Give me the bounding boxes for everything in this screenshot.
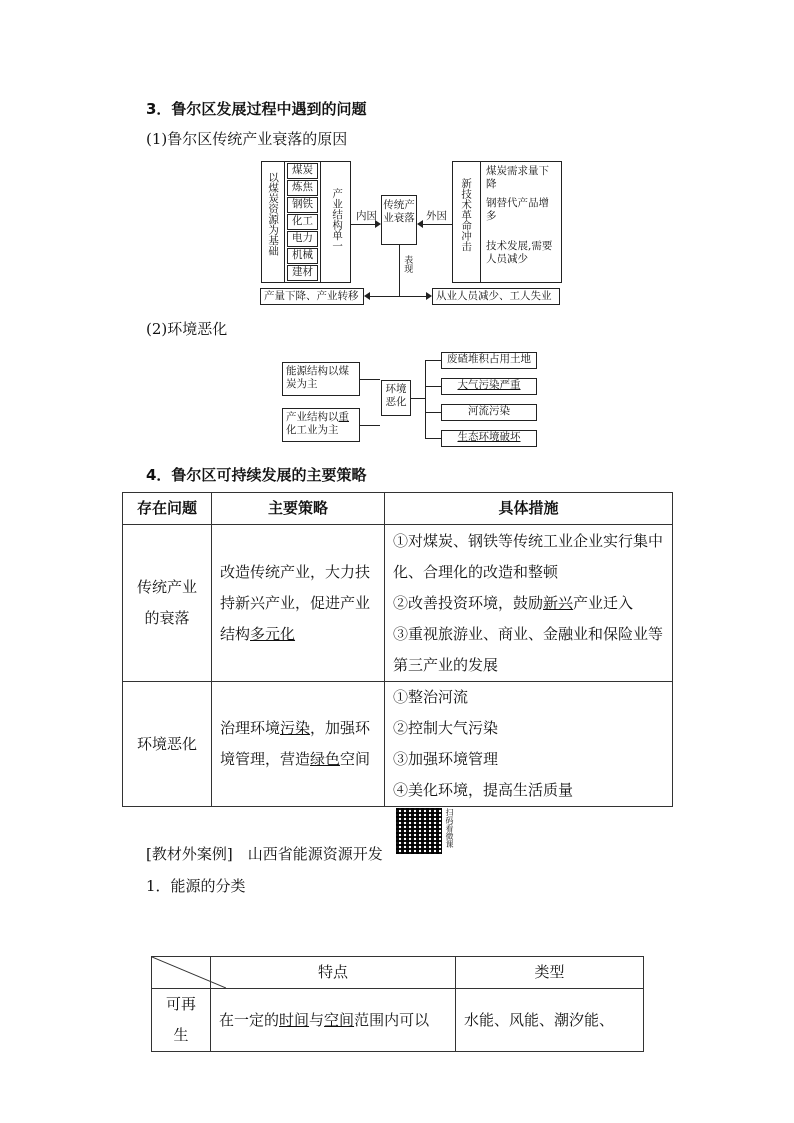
decline-box: 传统产业衰落 bbox=[381, 195, 417, 245]
feature-text-underlined: 空间 bbox=[324, 1010, 355, 1029]
header-cell: 特点 bbox=[211, 957, 456, 989]
section-4-title: 4．鲁尔区可持续发展的主要策略 bbox=[146, 466, 367, 484]
arrow-line bbox=[360, 379, 380, 380]
base-label: 以煤炭资源为基础 bbox=[267, 172, 280, 256]
industry-item: 煤炭 bbox=[287, 163, 318, 179]
feature-text: 与 bbox=[309, 1010, 325, 1029]
branch-line bbox=[425, 386, 441, 387]
section-3-sub1: (1)鲁尔区传统产业衰落的原因 bbox=[146, 130, 348, 148]
effect-item: 技术发展,需要人员减少 bbox=[486, 240, 553, 266]
section-3-sub2: (2)环境恶化 bbox=[146, 320, 228, 338]
energy-table bbox=[151, 956, 644, 1052]
strategy-table bbox=[122, 492, 673, 807]
arrow-head-icon bbox=[364, 292, 370, 300]
external-label: 外因 bbox=[426, 210, 447, 222]
header-cell: 存在问题 bbox=[123, 493, 212, 525]
cause-text: 产业结构以 bbox=[286, 411, 339, 423]
show-label: 表现 bbox=[402, 255, 413, 273]
industry-item: 建材 bbox=[287, 265, 318, 281]
branch-trunk bbox=[425, 360, 426, 438]
qr-label: 扫码看微课 bbox=[445, 808, 454, 848]
branch-line bbox=[425, 438, 441, 439]
measure-item: ①整治河流 bbox=[393, 688, 469, 706]
industry-item: 化工 bbox=[287, 214, 318, 230]
measure-item bbox=[393, 588, 664, 619]
strategy-text: ，加强环境管理，营造 bbox=[220, 719, 371, 768]
industry-item: 机械 bbox=[287, 248, 318, 264]
structure-label: 产业结构单一 bbox=[331, 188, 344, 251]
divider bbox=[320, 161, 321, 283]
table-row bbox=[152, 989, 644, 1052]
feature-text-underlined: 时间 bbox=[279, 1010, 310, 1029]
strategy-text-underlined: 污染 bbox=[280, 719, 311, 737]
result-line bbox=[366, 296, 426, 297]
table-row bbox=[123, 525, 673, 682]
row-label-cell: 可再生 bbox=[152, 989, 211, 1052]
strategy-text: 治理环境 bbox=[220, 719, 281, 737]
strategy-text: 改造传统产业，大力扶持新兴产业，促进产业结构 bbox=[220, 562, 371, 643]
strategy-text-underlined: 绿色 bbox=[310, 750, 341, 768]
table-row bbox=[123, 682, 673, 807]
header-cell: 主要策略 bbox=[212, 493, 385, 525]
qr-code-icon[interactable] bbox=[396, 808, 442, 854]
header-cell: 类型 bbox=[456, 957, 644, 989]
measure-item: ③加强环境管理 bbox=[393, 750, 499, 768]
strategy-cell bbox=[212, 525, 385, 682]
cause-box-energy: 能源结构以煤炭为主 bbox=[282, 362, 360, 396]
industry-item: 钢铁 bbox=[287, 197, 318, 213]
measure-text: 产业迁入 bbox=[573, 593, 634, 612]
environment-center-box: 环境恶化 bbox=[381, 380, 411, 416]
strategy-cell bbox=[212, 682, 385, 807]
problem-cell: 传统产业的衰落 bbox=[123, 525, 212, 682]
tech-label: 新技术革命冲击 bbox=[460, 178, 473, 252]
down-line bbox=[399, 245, 400, 297]
measure-item: ①对煤炭、钢铁等传统工业企业实行集中化、合理化的改造和整顿 bbox=[393, 531, 664, 581]
table-header-row bbox=[152, 957, 644, 989]
left-result-box: 产量下降、产业转移 bbox=[260, 288, 364, 305]
measures-cell bbox=[385, 525, 673, 682]
result-text: 生态环境破坏 bbox=[457, 431, 521, 443]
case-title: [教材外案例] 山西省能源资源开发 bbox=[146, 845, 383, 863]
arrow-line bbox=[360, 425, 380, 426]
measure-text-underlined: 新兴 bbox=[543, 593, 574, 612]
feature-text: 在一定的 bbox=[219, 1010, 280, 1029]
industry-item: 电力 bbox=[287, 231, 318, 247]
branch-line bbox=[425, 360, 441, 361]
measure-item: ②控制大气污染 bbox=[393, 719, 499, 737]
branch-line bbox=[411, 398, 425, 399]
result-box: 河流污染 bbox=[441, 404, 537, 421]
arrow-line bbox=[423, 224, 452, 225]
divider bbox=[480, 161, 481, 283]
cause-box-industry bbox=[282, 408, 360, 442]
result-box bbox=[441, 430, 537, 447]
diagonal-header-cell bbox=[152, 957, 211, 989]
diagonal-line-icon bbox=[152, 957, 226, 988]
strategy-text: 空间 bbox=[340, 750, 371, 768]
feature-cell bbox=[211, 989, 456, 1052]
result-text: 大气污染严重 bbox=[457, 379, 521, 391]
effect-item: 钢替代产品增多 bbox=[486, 197, 549, 223]
effect-item: 煤炭需求量下降 bbox=[486, 165, 549, 191]
arrow-head-icon bbox=[417, 220, 423, 228]
section-3-title: 3．鲁尔区发展过程中遇到的问题 bbox=[146, 100, 367, 118]
strategy-text-underlined: 多元化 bbox=[250, 624, 296, 643]
table-header-row bbox=[123, 493, 673, 525]
right-result-box: 从业人员减少、工人失业 bbox=[432, 288, 560, 305]
feature-text: 范围内可以 bbox=[354, 1010, 430, 1029]
measure-item: ③重视旅游业、商业、金融业和保险业等第三产业的发展 bbox=[393, 624, 664, 674]
measure-text: ②改善投资环境，鼓励 bbox=[393, 593, 544, 612]
cause-text: 化工业为主 bbox=[286, 424, 339, 437]
types-cell: 水能、风能、潮汐能、 bbox=[456, 989, 644, 1052]
result-box: 废碴堆积占用土地 bbox=[441, 352, 537, 369]
divider bbox=[284, 161, 285, 283]
measures-cell bbox=[385, 682, 673, 807]
case-sub1: 1．能源的分类 bbox=[146, 877, 246, 895]
industry-item: 炼焦 bbox=[287, 180, 318, 196]
cause-text-underlined: 重 bbox=[338, 411, 349, 423]
internal-label: 内因 bbox=[356, 210, 377, 222]
measure-item: ④美化环境，提高生活质量 bbox=[393, 781, 574, 799]
result-box bbox=[441, 378, 537, 395]
branch-line bbox=[425, 412, 441, 413]
header-cell: 具体措施 bbox=[385, 493, 673, 525]
problem-cell: 环境恶化 bbox=[123, 682, 212, 807]
